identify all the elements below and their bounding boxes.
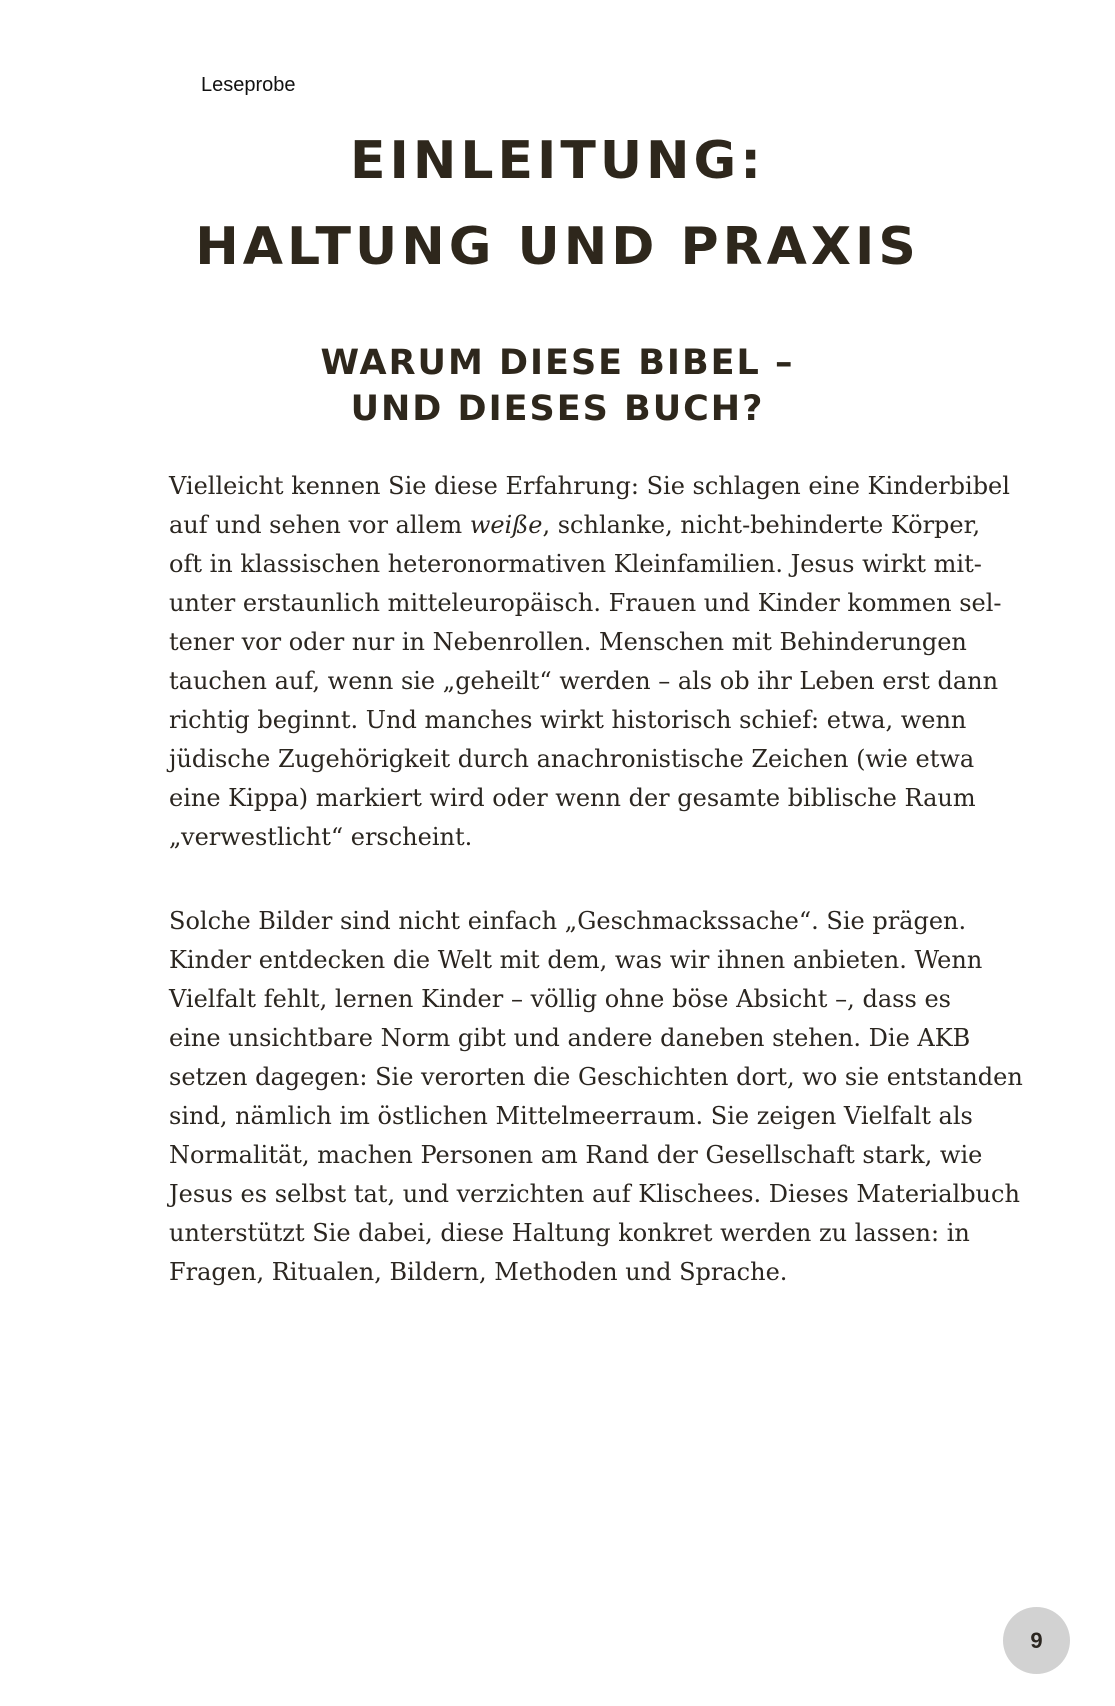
text-line: tauchen auf, wenn sie „geheilt“ werden – als ob ihr Leben erst dann	[169, 667, 999, 695]
text-line: unter erstaunlich mitteleuropäisch. Frauen und Kinder kommen sel-	[169, 589, 1002, 617]
chapter-title	[0, 118, 1115, 290]
text-line: Vielleicht kennen Sie diese Erfahrung: Sie schlagen eine Kinderbibel	[169, 472, 1010, 500]
text-line: jüdische Zugehörigkeit durch anachronistische Zeichen (wie etwa	[169, 745, 975, 773]
paragraph	[169, 467, 1010, 857]
paragraph	[169, 902, 1023, 1292]
text-fragment: auf und sehen vor allem	[169, 511, 470, 539]
section-title	[0, 340, 1115, 432]
text-fragment: , schlanke, nicht-behinderte Körper,	[542, 511, 981, 539]
text-line: Vielfalt fehlt, lernen Kinder – völlig ohne böse Absicht –, dass es	[169, 985, 951, 1013]
text-line: tener vor oder nur in Nebenrollen. Menschen mit Behinderungen	[169, 628, 967, 656]
emphasized-word: weiße	[469, 511, 543, 539]
text-line: Normalität, machen Personen am Rand der Gesellschaft stark, wie	[169, 1141, 983, 1169]
page-number: 9	[1030, 1627, 1043, 1653]
text-line: setzen dagegen: Sie verorten die Geschichten dort, wo sie entstanden	[169, 1063, 1023, 1091]
chapter-title-line: EINLEITUNG:	[349, 131, 766, 191]
text-line: richtig beginnt. Und manches wirkt historisch schief: etwa, wenn	[169, 706, 967, 734]
text-line: Solche Bilder sind nicht einfach „Geschmackssache“. Sie prägen.	[169, 907, 967, 935]
text-line: eine unsichtbare Norm gibt und andere daneben stehen. Die AKB	[169, 1024, 971, 1052]
text-line: „verwestlicht“ erscheint.	[169, 823, 473, 851]
text-line: Jesus es selbst tat, und verzichten auf Klischees. Dieses Materialbuch	[169, 1180, 1020, 1208]
page-number-badge	[1003, 1607, 1070, 1674]
excerpt-label: Leseprobe	[201, 74, 296, 96]
text-line: eine Kippa) markiert wird oder wenn der gesamte biblische Raum	[169, 784, 976, 812]
chapter-title-line: HALTUNG UND PRAXIS	[195, 217, 920, 277]
section-title-line: UND DIESES BUCH?	[350, 389, 765, 429]
text-line: sind, nämlich im östlichen Mittelmeerraum. Sie zeigen Vielfalt als	[169, 1102, 973, 1130]
text-line: Fragen, Ritualen, Bildern, Methoden und Sprache.	[169, 1258, 788, 1286]
text-line	[169, 506, 981, 545]
text-line: unterstützt Sie dabei, diese Haltung konkret werden zu lassen: in	[169, 1219, 970, 1247]
text-line: oft in klassischen heteronormativen Kleinfamilien. Jesus wirkt mit-	[169, 550, 982, 578]
section-title-line: WARUM DIESE BIBEL –	[320, 343, 795, 383]
text-line: Kinder entdecken die Welt mit dem, was wir ihnen anbieten. Wenn	[169, 946, 983, 974]
